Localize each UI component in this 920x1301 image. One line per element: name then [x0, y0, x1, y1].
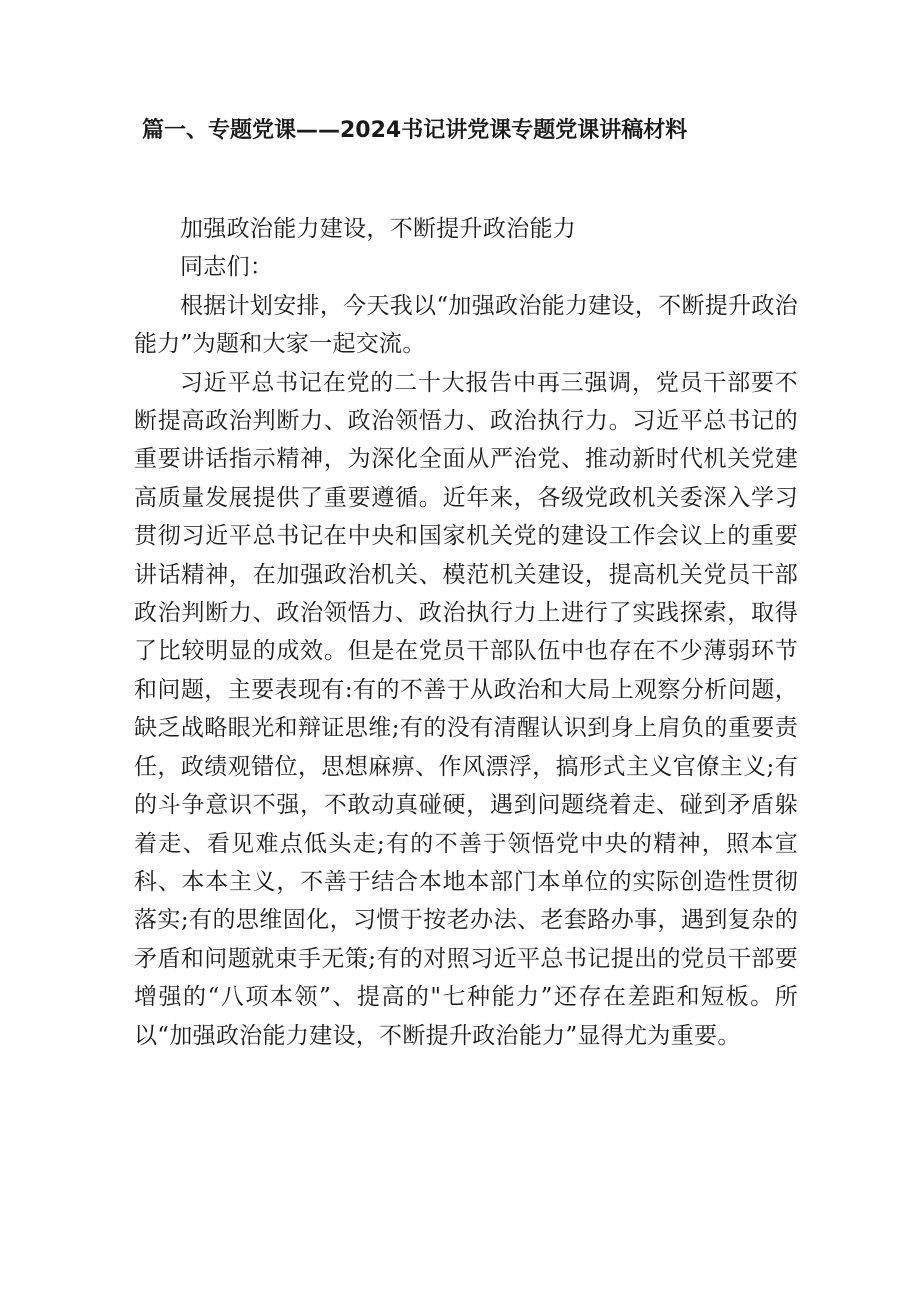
- document-body: [134, 210, 798, 1055]
- speech-subtitle: 加强政治能力建设，不断提升政治能力: [180, 216, 577, 242]
- body-paragraph: 根据计划安排，今天我以“加强政治能力建设，不断提升政治能力”为题和大家一起交流。: [134, 292, 798, 358]
- salutation: 同志们：: [180, 254, 274, 281]
- body-paragraph: 习近平总书记在党的二十大报告中再三强调，党员干部要不断提高政治判断力、政治领悟力、政治执行力。习近平总书记的重要讲话指示精神，为深化全面从严治党、推动新时代机关党建高质量发展提供了重要遵循。近年来，各级党政机关委深入学习贯彻习近平总书记在中央和国家机关党的建设工作会议上的重要讲话精神，在加强政治机关、模范机关建设，提高机关党员干部政治判断力、政治领悟力、政治执行力上进行了实践探索，取得了比较明显的成效。但是在党员干部队伍中也存在不少薄弱环节和问题，主要表现有:有的不善于从政治和大局上观察分析问题，缺乏战略眼光和辩证思维;有的没有清醒认识到身上肩负的重要责任，政绩观错位，思想麻痹、作风漂浮，搞形式主义官僚主义;有的斗争意识不强，不敢动真碰硬，遇到问题绕着走、碰到矛盾躲着走、看见难点低头走;有的不善于领悟党中央的精神，照本宣科、本本主义，不善于结合本地本部门本单位的实际创造性贯彻落实;有的思维固化，习惯于按老办法、老套路办事，遇到复杂的矛盾和问题就束手无策;有的对照习近平总书记提出的党员干部要增强的“八项本领”、提高的"七种能力”还存在差距和短板。所以“加强政治能力建设，不断提升政治能力”显得尤为重要。: [134, 369, 798, 1049]
- document-title: 篇一、专题党课——2024书记讲党课专题党课讲稿材料: [142, 118, 688, 143]
